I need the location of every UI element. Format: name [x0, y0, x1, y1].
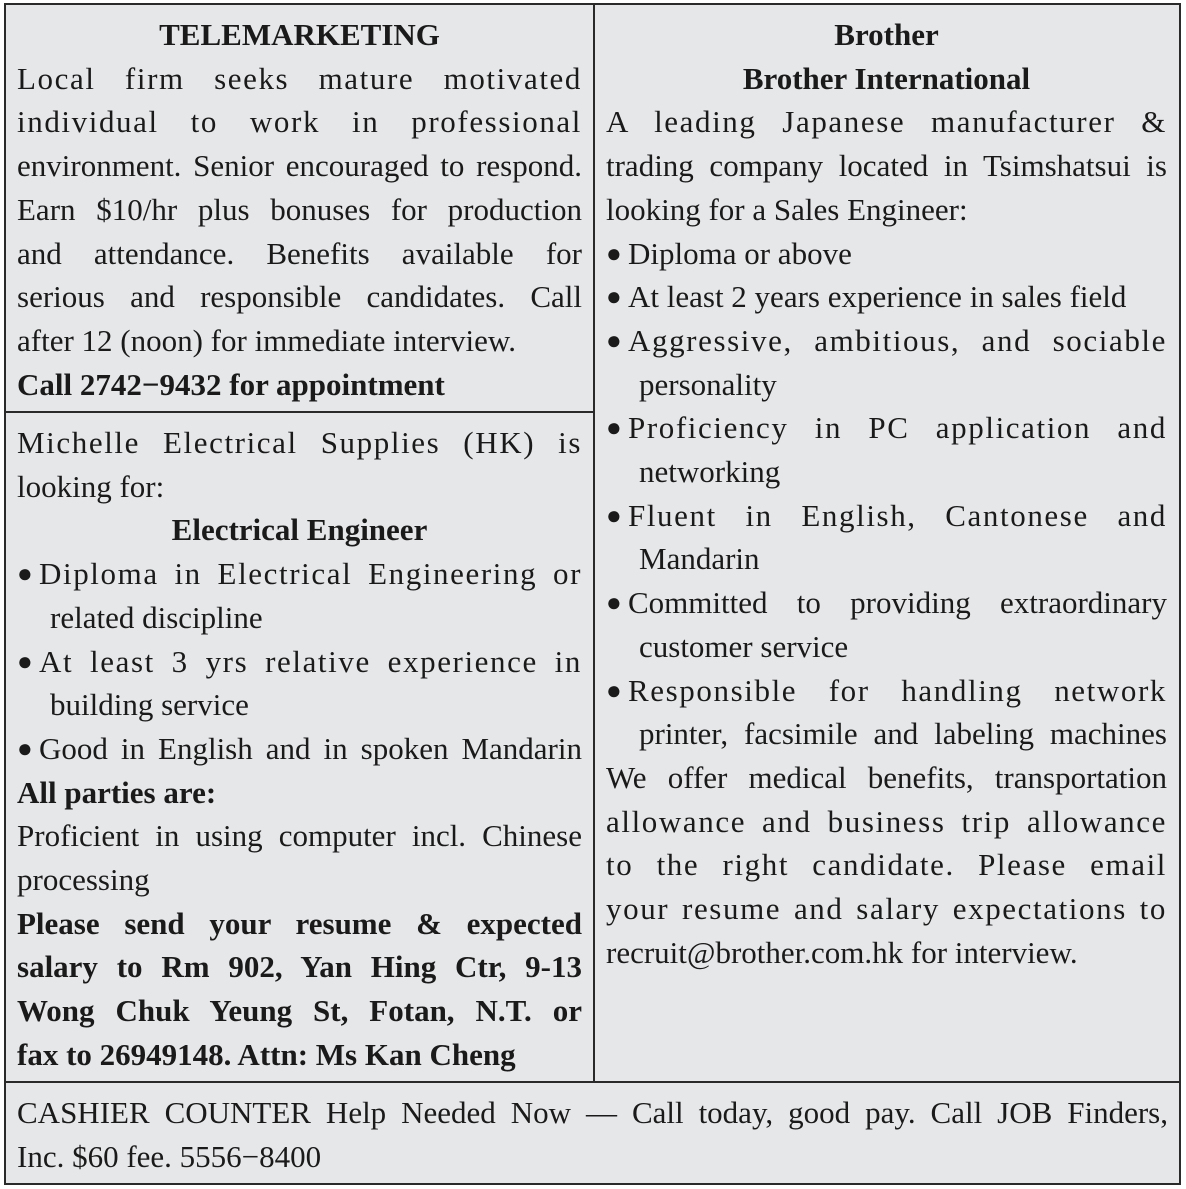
ad-text-line: trading company located in Tsimshatsui is: [606, 148, 1167, 184]
requirement-text: Proficiency in PC application and: [628, 410, 1167, 446]
cashier-counter-ad: [6, 1081, 1179, 1183]
apply-line: salary to Rm 902, Yan Hing Ctr, 9-13: [17, 949, 582, 985]
ad-text-line: CASHIER COUNTER Help Needed Now — Call today, good pay. Call JOB Finders,: [17, 1095, 1168, 1130]
requirement-item: [17, 640, 582, 684]
requirement-text: Responsible for handling network: [628, 672, 1167, 708]
bullet-icon: ●: [606, 325, 622, 355]
requirement-item: [606, 232, 1167, 276]
requirement-continuation: printer, facsimile and labeling machines: [639, 716, 1167, 752]
ad-text-line: Earn $10/hr plus bonuses for production: [17, 191, 582, 227]
apply-line: Please send your resume & expected: [17, 905, 582, 941]
ad-text-line: Proficient in using computer incl. Chinese: [17, 818, 582, 854]
brother-international-ad: [595, 5, 1179, 1083]
brother-email-line: recruit@brother.com.hk for interview.: [606, 934, 1078, 970]
bullet-icon: ●: [606, 675, 622, 705]
requirement-item: [606, 581, 1167, 625]
requirement-item: [606, 319, 1167, 363]
requirement-text: Aggressive, ambitious, and sociable: [628, 322, 1167, 358]
ad-text-line: Local firm seeks mature motivated: [17, 60, 582, 96]
requirement-item: [606, 494, 1167, 538]
bullet-icon: ●: [17, 646, 33, 676]
requirement-item: [17, 727, 582, 771]
requirement-text: At least 2 years experience in sales field: [628, 279, 1127, 315]
requirement-text: Committed to providing extraordinary: [628, 585, 1167, 621]
requirement-text: Diploma in Electrical Engineering or: [39, 556, 582, 592]
requirement-text: Good in English and in spoken Mandarin: [39, 730, 582, 766]
brother-title: Brother: [834, 17, 939, 52]
ad-text-line: environment. Senior encouraged to respond.: [17, 148, 582, 184]
bullet-icon: ●: [606, 500, 622, 530]
requirement-continuation: related discipline: [50, 599, 263, 635]
ad-text-line: Michelle Electrical Supplies (HK) is: [17, 425, 582, 460]
bullet-icon: ●: [17, 733, 33, 763]
requirement-text: Fluent in English, Cantonese and: [628, 497, 1167, 533]
all-parties-label: All parties are:: [17, 774, 217, 810]
requirement-continuation: building service: [50, 687, 249, 723]
ad-text-line: after 12 (noon) for immediate interview.: [17, 322, 516, 358]
ad-text-line: individual to work in professional: [17, 104, 582, 140]
requirement-item: [606, 275, 1167, 319]
ad-text-line: Inc. $60 fee. 5556−8400: [17, 1138, 322, 1174]
ad-text-line: A leading Japanese manufacturer &: [606, 104, 1167, 140]
requirement-continuation: Mandarin: [639, 541, 760, 577]
michelle-position-title: Electrical Engineer: [171, 512, 428, 548]
brother-subtitle: Brother International: [742, 60, 1031, 96]
ad-text-line: your resume and salary expectations to: [606, 891, 1167, 927]
telemarketing-phone-cta: Call 2742−9432 for appointment: [17, 366, 445, 402]
bullet-icon: ●: [606, 282, 622, 312]
bullet-icon: ●: [17, 559, 33, 589]
ad-text-line: allowance and business trip allowance: [606, 803, 1167, 839]
telemarketing-title: TELEMARKETING: [159, 17, 440, 52]
requirement-text: At least 3 yrs relative experience in: [39, 643, 582, 679]
ad-text-line: serious and responsible candidates. Call: [17, 279, 582, 315]
michelle-electrical-ad: [6, 413, 595, 1083]
bullet-icon: ●: [606, 238, 622, 268]
requirement-continuation: customer service: [639, 628, 849, 664]
bullet-icon: ●: [606, 413, 622, 443]
ad-text-line: looking for:: [17, 468, 165, 504]
ad-text-line: and attendance. Benefits available for: [17, 235, 582, 271]
requirement-text: Diploma or above: [628, 235, 852, 271]
requirement-continuation: networking: [639, 454, 781, 490]
job-ads-sheet: [4, 3, 1181, 1185]
requirement-item: [17, 552, 582, 596]
telemarketing-ad: [6, 5, 595, 413]
requirement-item: [606, 669, 1167, 713]
ad-text-line: looking for a Sales Engineer:: [606, 191, 968, 227]
bullet-icon: ●: [606, 588, 622, 618]
requirement-item: [606, 406, 1167, 450]
ad-text-line: processing: [17, 862, 150, 898]
ad-text-line: to the right candidate. Please email: [606, 847, 1167, 883]
ad-text-line: We offer medical benefits, transportation: [606, 759, 1167, 795]
apply-line: fax to 26949148. Attn: Ms Kan Cheng: [17, 1036, 516, 1072]
apply-line: Wong Chuk Yeung St, Fotan, N.T. or: [17, 993, 582, 1029]
requirement-continuation: personality: [639, 366, 777, 402]
